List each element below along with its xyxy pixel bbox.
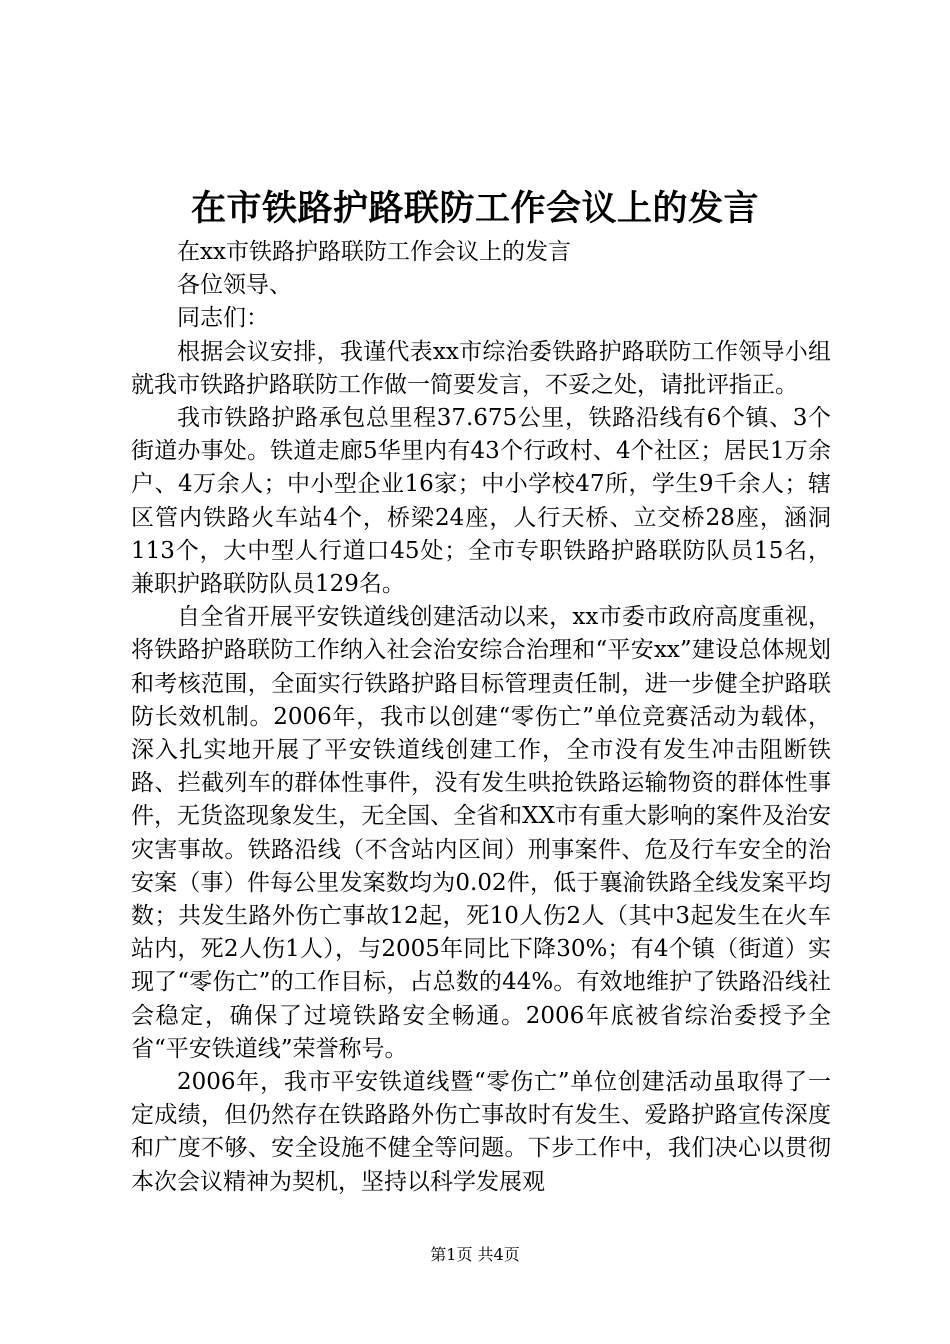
paragraph-next-steps: 2006年，我市平安铁道线暨“零伤亡”单位创建活动虽取得了一定成绩，但仍然存在铁路路外伤亡事故时有发生、爱路护路宣传深度和广度不够、安全设施不健全等问题。下步工作中，我们决心以贯彻本次会议精神为契机，坚持以科学发展观 (131, 1069, 831, 1195)
page-footer: 第1页 共4页 (430, 1245, 520, 1264)
paragraph-subtitle: 在xx市铁路护路联防工作会议上的发言 (177, 239, 571, 265)
paragraph-salutation-comrades: 同志们： (177, 305, 269, 332)
document-title: 在市铁路护路联防工作会议上的发言 (190, 188, 759, 229)
paragraph-overview: 我市铁路护路承包总里程37.675公里，铁路沿线有6个镇、3个街道办事处。铁道走廊5华里内有43个行政村、4个社区；居民1万余户、4万余人；中小型企业16家；中小学校47所，学生9千余人；辖区管内铁路火车站4个，桥梁24座，人行天桥、立交桥28座，涵洞113个，大中型人行道口45处；全市专职铁路护路联防队员15名，兼职护路联防队员129名。 (131, 405, 831, 598)
paragraph-achievements: 自全省开展平安铁道线创建活动以来，xx市委市政府高度重视，将铁路护路联防工作纳入社会治安综合治理和“平安xx”建设总体规划和考核范围，全面实行铁路护路目标管理责任制，进一步健全护路联防长效机制。2006年，我市以创建“零伤亡”单位竞赛活动为载体，深入扎实地开展了平安铁道线创建工作，全市没有发生冲击阻断铁路、拦截列车的群体性事件，没有发生哄抢铁路运输物资的群体性事件，无货盗现象发生，无全国、全省和XX市有重大影响的案件及治安灾害事故。铁路沿线（不含站内区间）刑事案件、危及行车安全的治安案（事）件每公里发案数均为0.02件，低于襄渝铁路全线发案平均数；共发生路外伤亡事故12起，死10人伤2人（其中3起发生在火车站内，死2人伤1人），与2005年同比下降30%；有4个镇（街道）实现了“零伤亡”的工作目标，占总数的44%。有效地维护了铁路沿线社会稳定，确保了过境铁路安全畅通。2006年底被省综治委授予全省“平安铁道线”荣誉称号。 (131, 604, 831, 1062)
document-body (131, 236, 831, 1199)
paragraph-opening: 根据会议安排，我谨代表xx市综治委铁路护路联防工作领导小组就我市铁路护路联防工作做一简要发言，不妥之处，请批评指正。 (131, 338, 831, 398)
paragraph-salutation-leaders: 各位领导、 (177, 272, 292, 299)
